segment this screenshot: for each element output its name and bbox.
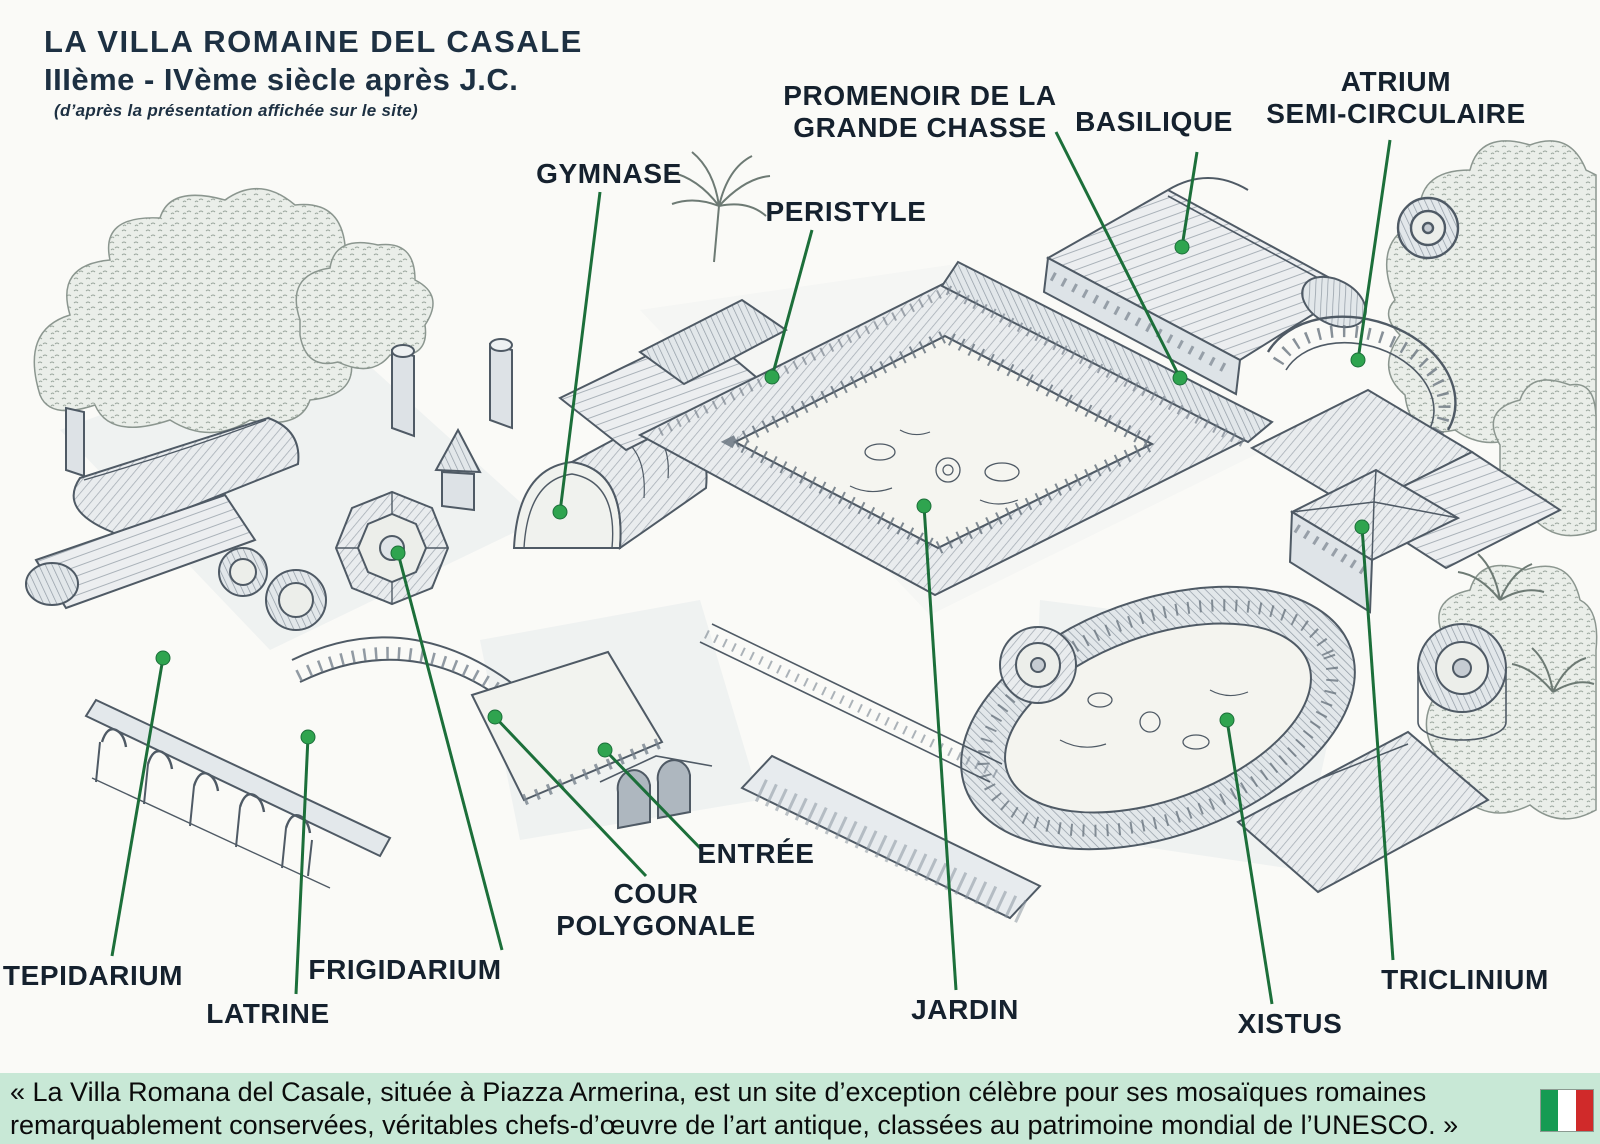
title-line-2: IIIème - IVème siècle après J.C. [44,62,519,97]
title-block [44,24,583,121]
leader-dot-entree [598,743,612,757]
label-latrine: LATRINE [206,998,330,1029]
caption-text: « La Villa Romana del Casale, située à Piazza Armerina, est un site d’exception célèbre pour ses mosaïques romaines remarquablement conservées, véritables chefs-d’œuvre de l’art antique, classées au patrimoine mondial de l’UNESCO. » [10,1077,1459,1140]
leader-dot-xistus [1220,713,1234,727]
flag-stripe [1576,1090,1593,1131]
label-gymnase: GYMNASE [536,158,682,189]
leader-dot-tepidarium [156,651,170,665]
title-line-3: (d’après la présentation affichée sur le site) [54,101,418,120]
label-peristyle: PERISTYLE [765,196,927,227]
flag-stripe [1541,1090,1558,1131]
flag-stripe [1558,1090,1575,1131]
leader-dot-atrium-semi-circulaire [1351,353,1365,367]
label-atrium-semi-circulaire: ATRIUM SEMI-CIRCULAIRE [1266,66,1526,129]
leader-dot-promenoir-grande-chasse [1173,371,1187,385]
leader-dot-peristyle [765,370,779,384]
label-cour-polygonale: COUR POLYGONALE [556,878,756,941]
title-line-1: LA VILLA ROMAINE DEL CASALE [44,24,583,59]
leader-dot-latrine [301,730,315,744]
italy-flag-icon [1540,1089,1594,1132]
leader-dot-jardin [917,499,931,513]
label-basilique: BASILIQUE [1075,106,1233,137]
label-promenoir-grande-chasse: PROMENOIR DE LA GRANDE CHASSE [783,80,1057,143]
leader-dot-basilique [1175,240,1189,254]
leader-dot-gymnase [553,505,567,519]
label-triclinium: TRICLINIUM [1381,964,1549,995]
leader-dot-cour-polygonale [488,710,502,724]
leader-dot-triclinium [1355,520,1369,534]
leader-dot-frigidarium [391,546,405,560]
label-xistus: XISTUS [1237,1008,1343,1039]
label-frigidarium: FRIGIDARIUM [308,954,502,985]
label-tepidarium: TEPIDARIUM [2,960,184,991]
label-jardin: JARDIN [911,994,1019,1025]
label-entree: ENTRÉE [697,838,815,869]
caption-bar [0,1073,1600,1144]
